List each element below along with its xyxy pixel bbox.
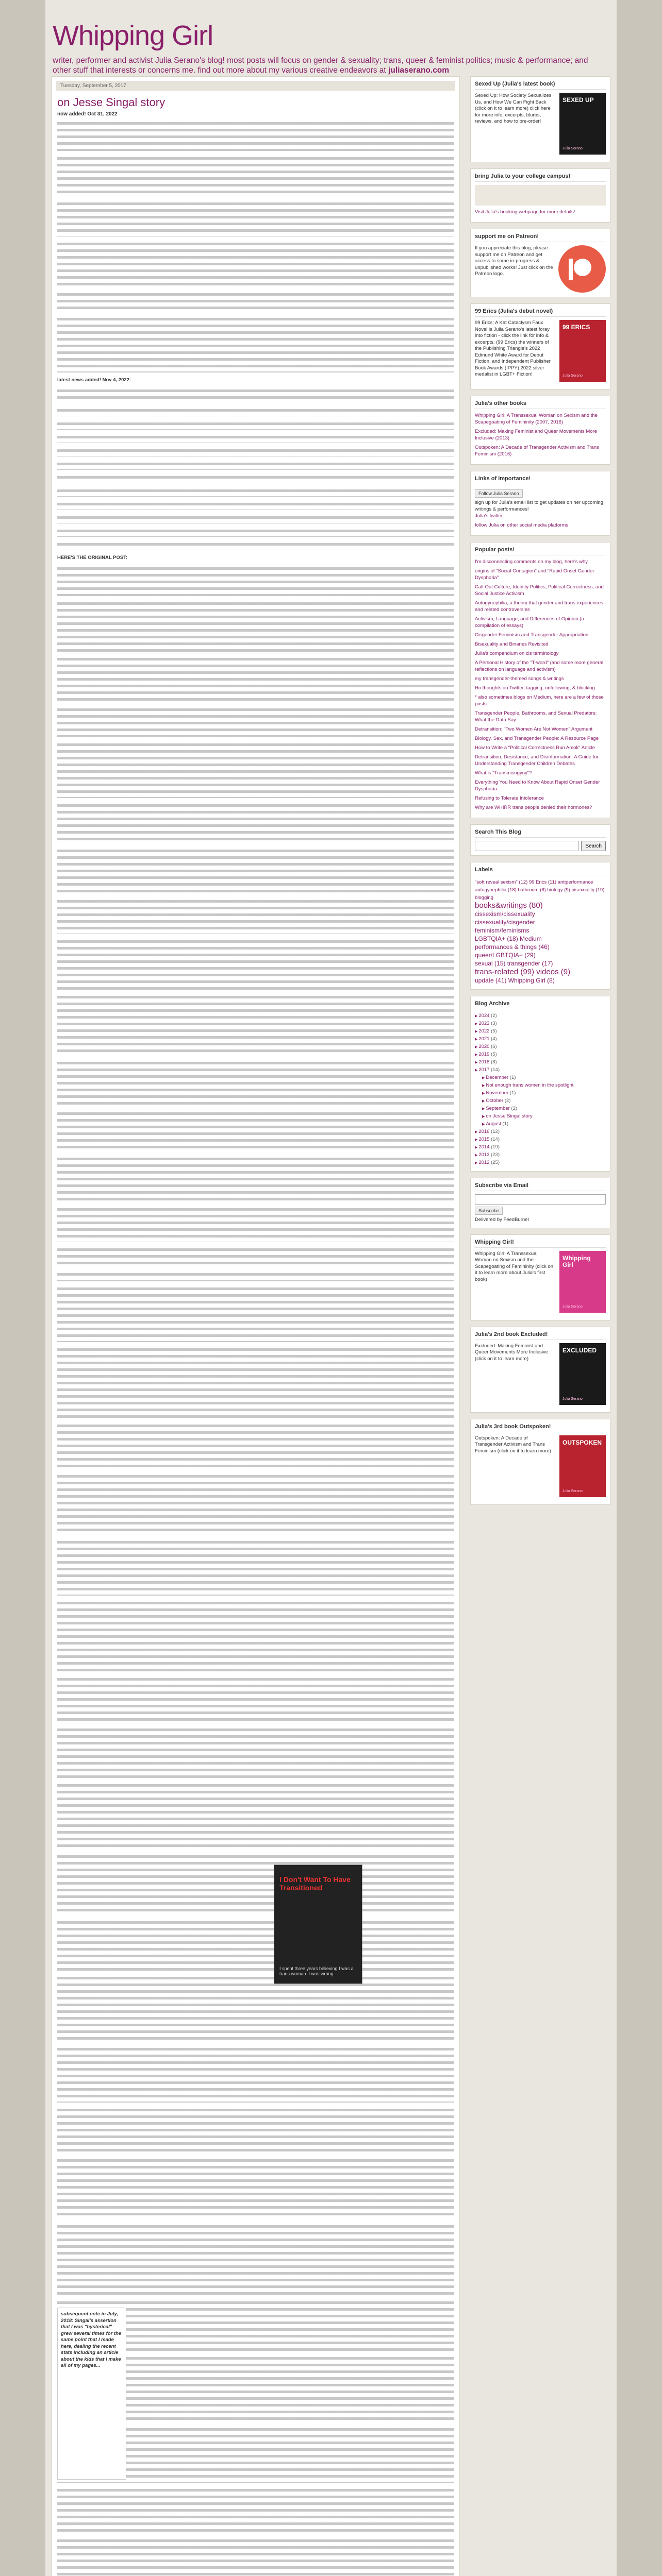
archive-label: November	[486, 1090, 509, 1096]
post-paragraph	[57, 600, 454, 652]
sidebar-subscribe	[470, 1178, 610, 1228]
post-paragraph	[57, 1060, 454, 1106]
archive-count: (2)	[491, 1013, 497, 1019]
cover-title: 99 ERICS	[562, 324, 590, 331]
cover-author: Julia Serano	[562, 374, 583, 378]
post-title[interactable]: on Jesse Singal story	[57, 96, 166, 109]
post-paragraph	[57, 501, 454, 510]
triangle-right-icon[interactable]: ▶	[482, 1123, 486, 1126]
post-paragraph	[57, 1346, 454, 1418]
sidebar-text: 99 Erics: A Kat Cataclysm Faux Novel is Julia Serano's latest foray into fiction - click the link for info & excerpts. (99 Erics) the winners of the Publishing Triangle's 2022 Edmund White Award for Debut Fiction, and Independent Publisher Book Awards (IPPY) 2022 silver medalist in LGBT+ Fiction!	[475, 320, 551, 377]
archive-count: (14)	[491, 1137, 500, 1142]
archive-item[interactable]	[475, 1051, 606, 1059]
popular-post-link[interactable]: I'm disconnecting comments on my blog, here's why	[475, 559, 588, 565]
cover-author: Julia Serano	[562, 147, 583, 150]
article-screenshot-image	[274, 1865, 362, 1984]
post-paragraph	[57, 241, 454, 287]
sidebar-archive	[470, 996, 610, 1172]
post-paragraph	[57, 487, 454, 497]
post-paragraph	[57, 994, 454, 1056]
cover-title: OUTSPOKEN	[562, 1438, 602, 1446]
sidebar-text: If you appreciate this blog, please support me on Patreon and get access to some in-progress & unpublished works! Just click on the Patreon logo.	[475, 245, 553, 277]
archive-label: August	[486, 1121, 501, 1127]
search-row	[475, 841, 606, 851]
popular-post-link[interactable]: How to Write a "Political Correctness Run Amok" Article	[475, 745, 595, 751]
archive-item[interactable]	[475, 1012, 606, 1020]
archive-count: (6)	[491, 1044, 497, 1049]
label-tag-text: trans-related (99) videos (9)	[475, 968, 571, 976]
sidebar-whipping-girl	[470, 1234, 610, 1320]
cover-title: EXCLUDED	[562, 1346, 597, 1354]
outspoken-cover[interactable]	[559, 1435, 606, 1497]
post-paragraph	[57, 2487, 454, 2533]
popular-post-link[interactable]: What is "Transmisogyny"?	[475, 770, 532, 776]
label-tag-text: books&writings (80)	[475, 901, 543, 910]
label-tag[interactable]	[475, 919, 606, 927]
blog-description-text: writer, performer and activist Julia Serano's blog! most posts will focus on gender & sexuality; trans, queer & feminist politics; music & performance; and other stuff that interests or concerns me. find out more about my various creative endeavors at	[53, 56, 588, 75]
post-paragraph	[57, 1473, 454, 1535]
sidebar-heading: bring Julia to your college campus!	[475, 173, 606, 182]
post-paragraph	[57, 387, 454, 403]
post-paragraph	[57, 2223, 454, 2295]
archive-item[interactable]	[475, 1097, 606, 1105]
sidebar-heading: Blog Archive	[475, 1001, 606, 1009]
article-image-title: I Don't Want To Have Transitioned	[279, 1875, 351, 1892]
archive-item[interactable]	[475, 1082, 606, 1090]
follow-button[interactable]: Follow Julia Serano	[475, 489, 523, 498]
popular-post-link[interactable]: Biology, Sex, and Transgender People: A Resource Page	[475, 736, 599, 741]
post-paragraph	[57, 1600, 454, 1672]
other-book-link[interactable]: Excluded: Making Feminist and Queer Movements More Inclusive (2013)	[475, 429, 598, 441]
sidebar-popular-posts	[470, 542, 610, 818]
sidebar-heading: Julia's 2nd book Excluded!	[475, 1331, 606, 1340]
sidebar-text: Excluded: Making Feminist and Queer Movements More Inclusive (click on it to learn more)	[475, 1343, 549, 1362]
sidebar-excluded	[470, 1327, 610, 1413]
sidebar-text: Outspoken: A Decade of Transgender Activism and Trans Feminism (click on it to learn more)	[475, 1435, 551, 1454]
article-image-subtitle: I spent three years believing I was a trans woman. I was wrong.	[279, 1966, 354, 1976]
feedburner-note: Delivered by FeedBurner	[475, 1217, 529, 1223]
archive-label: 2012	[478, 1160, 490, 1165]
popular-post-link[interactable]: origins of "Social Contagion" and "Rapid Onset Gender Dysphoria"	[475, 568, 594, 581]
post-paragraph	[57, 848, 454, 894]
sidebar-heading: 99 Erics (Julia's debut novel)	[475, 308, 606, 317]
post-paragraph	[57, 291, 454, 312]
post-paragraph	[57, 1726, 454, 1778]
post-paragraph	[57, 2046, 454, 2103]
triangle-right-icon[interactable]: ▶	[482, 1099, 486, 1103]
archive-item[interactable]	[475, 1028, 606, 1036]
archive-label: 2021	[478, 1036, 490, 1042]
popular-post-link[interactable]: Bisexuality and Binaries Revisited	[475, 641, 549, 647]
popular-post-link[interactable]: my transgender-themed songs & writings	[475, 676, 564, 682]
archive-count: (14)	[491, 1067, 500, 1073]
sidebar-text: Whipping Girl: A Transsexual Woman on Sexism and the Scapegoating of Femininity (click on it to learn more about Julia's first book)	[475, 1250, 554, 1282]
post-paragraph	[57, 447, 454, 456]
post-paragraph	[57, 898, 454, 934]
post-paragraph	[57, 120, 454, 151]
post-paragraph	[57, 565, 454, 596]
triangle-right-icon[interactable]: ▶	[475, 1053, 479, 1057]
label-tag-text: cissexism/cissexuality	[475, 910, 535, 918]
label-tag[interactable]	[475, 910, 606, 919]
archive-count: (1)	[509, 1090, 516, 1096]
post-paragraph	[57, 1271, 454, 1281]
cover-author: Julia Serano	[562, 1304, 583, 1309]
sidebar-heading: support me on Patreon!	[475, 233, 606, 242]
archive-label: Not enough trans women in the spotlight	[486, 1082, 574, 1088]
whipping-girl-cover[interactable]	[559, 1251, 606, 1313]
archive-count: (5)	[491, 1052, 497, 1057]
popular-post-link[interactable]: Detransition: "Two Women Are Not Women" Argument	[475, 726, 593, 732]
post-paragraph	[57, 656, 454, 702]
post-paragraph	[57, 741, 454, 798]
archive-label: 2022	[478, 1028, 490, 1034]
sidebar	[470, 76, 610, 1511]
popular-post-link[interactable]: Everything You Need to Know About Rapid Onset Gender Dysphoria	[475, 779, 600, 792]
triangle-right-icon[interactable]: ▶	[482, 1107, 486, 1111]
99-erics-cover[interactable]	[559, 320, 606, 382]
post-paragraph	[57, 200, 454, 236]
popular-post-link[interactable]: Ho thoughts on Twitter, tagging, unfollowing, & blocking	[475, 685, 595, 691]
sidebar-heading: Whipping Girl!	[475, 1239, 606, 1248]
archive-item[interactable]	[475, 1074, 606, 1082]
popular-post-link[interactable]: Why are WHIRR trans people denied their hormones?	[475, 805, 592, 810]
booking-link[interactable]: Visit Julia's booking webpage for more details!	[475, 209, 575, 215]
label-tag-text: queer/LGBTQIA+ (29)	[475, 952, 536, 959]
triangle-right-icon[interactable]: ▶	[475, 1038, 479, 1041]
post-paragraph	[57, 938, 454, 990]
archive-label: 2013	[478, 1152, 490, 1158]
sidebar-99-erics	[470, 303, 610, 389]
archive-count: (2)	[511, 1106, 518, 1111]
other-book-link[interactable]: Whipping Girl: A Transsexual Woman on Sexism and the Scapegoating of Femininity (2007, 2016)	[475, 413, 598, 425]
triangle-right-icon[interactable]: ▶	[482, 1084, 486, 1088]
label-tag-text: sexual (15) transgender (17)	[475, 960, 553, 967]
blog-site-link[interactable]: juliaserano.com	[388, 66, 450, 75]
blog-title[interactable]: Whipping Girl	[53, 20, 213, 51]
blog-header	[45, 0, 617, 80]
sidebar-text: sign up for Julia's email list to get updates on her upcoming writings & performances!	[475, 500, 603, 512]
archive-label: 2014	[478, 1144, 490, 1150]
social-media-link[interactable]: follow Julia on other social media platforms	[475, 522, 569, 528]
label-tag[interactable]	[475, 960, 606, 968]
post-paragraph	[57, 1782, 454, 1849]
popular-post-link[interactable]: A Personal History of the "T-word" (and some more general reflections on language and activism)	[475, 660, 604, 672]
archive-count: (25)	[491, 1160, 500, 1165]
archive-count: (8)	[491, 1059, 497, 1065]
triangle-right-icon[interactable]: ▶	[475, 1022, 479, 1026]
subscribe-row	[475, 1194, 606, 1205]
archive-count: (2)	[504, 1098, 511, 1104]
archive-item[interactable]	[475, 1128, 606, 1136]
archive-count: (12)	[491, 1129, 500, 1134]
archive-count: (19)	[491, 1144, 500, 1150]
triangle-right-icon[interactable]: ▶	[475, 1014, 479, 1018]
popular-post-link[interactable]: Activism, Language, and Differences of Opinion (a compilation of essays)	[475, 616, 584, 629]
label-tag[interactable]	[475, 943, 606, 952]
post-paragraph	[57, 514, 454, 523]
archive-label: 2019	[478, 1052, 490, 1057]
label-tag-text: LGBTQIA+ (18) Medium	[475, 935, 542, 942]
triangle-right-icon[interactable]: ▶	[482, 1092, 486, 1095]
sidebar-other-books	[470, 396, 610, 465]
sidebar-sexed-up	[470, 76, 610, 162]
post-paragraph	[57, 420, 454, 430]
archive-item[interactable]	[475, 1136, 606, 1144]
popular-post-link[interactable]: Refusing to Tolerate Intolerance	[475, 795, 544, 801]
triangle-right-icon[interactable]: ▶	[475, 1045, 479, 1049]
archive-item[interactable]	[475, 1090, 606, 1097]
search-button[interactable]: Search	[581, 841, 606, 851]
sexed-up-cover[interactable]	[559, 93, 606, 155]
popular-post-link[interactable]: Autogynephilia, a theory that gender and trans experiences and related controversies	[475, 600, 603, 613]
post-paragraph	[57, 407, 454, 416]
archive-item[interactable]	[475, 1043, 606, 1051]
triangle-right-icon[interactable]: ▶	[475, 1061, 479, 1064]
subsequent-note-box: subsequent note in July, 2018: Singal's assertion that I was "hysterical" grew several times for the same point that I made here, dealing the recent stats including an article about the kids that I make all of my pages...	[57, 2308, 126, 2480]
sidebar-heading: Subscribe via Email	[475, 1182, 606, 1191]
archive-item[interactable]	[475, 1020, 606, 1028]
label-tag[interactable]	[475, 952, 606, 960]
post-paragraph	[57, 461, 454, 470]
archive-count: (23)	[491, 1152, 500, 1158]
other-book-link[interactable]: Outspoken: A Decade of Transgender Activism and Trans Feminism (2016)	[475, 445, 599, 457]
sidebar-heading: Search This Blog	[475, 829, 606, 838]
archive-count: (1)	[509, 1075, 516, 1080]
popular-post-link[interactable]: Cisgender Feminism and Transgender Appropriation	[475, 632, 589, 638]
post-paragraph	[57, 1110, 454, 1151]
label-tag-text: feminism/feminisms	[475, 927, 529, 934]
archive-label: 2024	[478, 1013, 490, 1019]
sidebar-follow	[470, 471, 610, 536]
archive-item[interactable]	[475, 1121, 606, 1128]
post-update-note: now added! Oct 31, 2022	[57, 111, 118, 117]
popular-post-link[interactable]: Julia's compendium on cis terminology	[475, 651, 559, 656]
label-tag[interactable]	[475, 968, 606, 977]
cover-author: Julia Serano	[562, 1489, 583, 1493]
archive-item[interactable]	[475, 1113, 606, 1121]
post-paragraph	[57, 2537, 454, 2576]
sidebar-text: Sexed Up: How Society Sexualizes Us, and How We Can Fight Back (click on it to learn more) click here for more info, excerpts, blurbs, reviews, and how to pre-order!	[475, 93, 552, 124]
archive-label: 2017	[478, 1067, 490, 1073]
triangle-right-icon[interactable]: ▶	[475, 1146, 479, 1149]
post-paragraph	[57, 1246, 454, 1267]
popular-post-link[interactable]: Call-Out Culture, Identity Politics, Political Correctness, and Social Justice Activism	[475, 584, 604, 597]
post-paragraph	[57, 1156, 454, 1202]
post-paragraph	[57, 541, 454, 550]
label-tag[interactable]	[475, 902, 606, 910]
archive-label: October	[486, 1098, 504, 1104]
archive-count: (4)	[491, 1036, 497, 1042]
post-paragraph	[57, 1285, 454, 1342]
post-paragraph	[57, 2157, 454, 2219]
post-paragraph	[57, 1975, 454, 2042]
triangle-right-icon[interactable]: ▶	[475, 1138, 479, 1142]
label-tag[interactable]	[475, 935, 606, 943]
post-paragraph	[57, 802, 454, 843]
archive-item[interactable]	[475, 1036, 606, 1043]
archive-label: 2016	[478, 1129, 490, 1134]
post-paragraph	[57, 1853, 454, 1915]
archive-count: (1)	[502, 1121, 509, 1127]
sidebar-heading: Popular posts!	[475, 547, 606, 555]
post-paragraph	[57, 1539, 454, 1596]
popular-post-link[interactable]: Transgender People, Bathrooms, and Sexual Predators: What the Data Say	[475, 710, 597, 723]
triangle-right-icon[interactable]: ▶	[475, 1069, 479, 1072]
twitter-link[interactable]: Julia's twitter	[475, 513, 503, 519]
email-field[interactable]	[475, 1194, 606, 1205]
label-tag-text: update (41) Whipping Girl (8)	[475, 977, 555, 984]
post-paragraph	[57, 316, 454, 372]
blog-page	[45, 0, 617, 2576]
sidebar-labels	[470, 862, 610, 990]
triangle-right-icon[interactable]: ▶	[475, 1154, 479, 1157]
archive-label: September	[486, 1106, 510, 1111]
main-column	[52, 76, 460, 2576]
triangle-right-icon[interactable]: ▶	[482, 1115, 486, 1118]
archive-count: (3)	[491, 1021, 497, 1026]
post-paragraph	[57, 2107, 454, 2153]
triangle-right-icon[interactable]: ▶	[475, 1130, 479, 1134]
popular-post-link[interactable]: * also sometimes blogs on Medium, here are a few of those posts:	[475, 694, 604, 707]
latest-news-label: latest news added! Nov 4, 2022:	[57, 377, 131, 383]
post-paragraph	[57, 474, 454, 483]
post-paragraph	[57, 1676, 454, 1722]
post-body	[52, 120, 459, 2576]
label-tag[interactable]	[475, 977, 606, 985]
triangle-right-icon[interactable]: ▶	[482, 1076, 486, 1080]
post-paragraph	[57, 1206, 454, 1242]
archive-label: 2018	[478, 1059, 490, 1065]
archive-label: on Jesse Singal story	[486, 1113, 533, 1119]
archive-label: 2015	[478, 1137, 490, 1142]
archive-count: (5)	[491, 1028, 497, 1034]
archive-item[interactable]	[475, 1059, 606, 1066]
sidebar-heading: Links of importance!	[475, 476, 606, 484]
sidebar-booking	[470, 168, 610, 223]
post-date: Tuesday, September 5, 2017	[56, 81, 455, 91]
cover-title: Whipping Girl	[562, 1254, 591, 1268]
sidebar-patreon	[470, 229, 610, 297]
archive-item[interactable]	[475, 1144, 606, 1151]
original-post-heading: HERE'S THE ORIGINAL POST:	[57, 555, 128, 561]
archive-label: 2020	[478, 1044, 490, 1049]
triangle-right-icon[interactable]: ▶	[475, 1161, 479, 1165]
post-paragraph	[57, 706, 454, 737]
post-paragraph	[57, 1919, 454, 1971]
julia-photo	[475, 185, 606, 206]
labels-text[interactable]: "soft reveal sexism" (12) 99 Erics (11) antiperformance autogynephilia (18) bathroom (8) biology (9) bisexuality (19) blogging	[475, 879, 605, 901]
post-paragraph	[57, 155, 454, 196]
archive-item[interactable]	[475, 1151, 606, 1159]
cover-author: Julia Serano	[562, 1397, 583, 1401]
patreon-logo-icon[interactable]	[558, 245, 606, 293]
post-paragraph	[57, 434, 454, 443]
triangle-right-icon[interactable]: ▶	[475, 1030, 479, 1033]
search-input[interactable]	[475, 841, 579, 851]
sidebar-heading: Labels	[475, 867, 606, 875]
post-paragraph	[57, 528, 454, 537]
cover-title: SEXED UP	[562, 96, 594, 104]
archive-label: December	[486, 1075, 509, 1080]
archive-item[interactable]	[475, 1105, 606, 1113]
sidebar-outspoken	[470, 1419, 610, 1505]
archive-label: 2023	[478, 1021, 490, 1026]
label-tag-text: cissexuality/cisgender	[475, 919, 535, 926]
label-tag-text: performances & things (46)	[475, 943, 550, 951]
sidebar-heading: Julia's 3rd book Outspoken!	[475, 1423, 606, 1432]
sidebar-heading: Julia's other books	[475, 400, 606, 409]
subscribe-button[interactable]: Subscribe	[475, 1207, 503, 1215]
archive-item[interactable]	[475, 1159, 606, 1167]
sidebar-heading: Sexed Up (Julia's latest book)	[475, 81, 606, 90]
blog-description	[53, 56, 599, 75]
label-tag[interactable]	[475, 927, 606, 935]
post-paragraph	[57, 1422, 454, 1469]
excluded-cover[interactable]	[559, 1343, 606, 1405]
archive-item[interactable]	[475, 1066, 606, 1074]
sidebar-search	[470, 824, 610, 856]
popular-post-link[interactable]: Detransition, Desistance, and Disinformation: A Guide for Understanding Transgender Children Debates	[475, 754, 599, 767]
